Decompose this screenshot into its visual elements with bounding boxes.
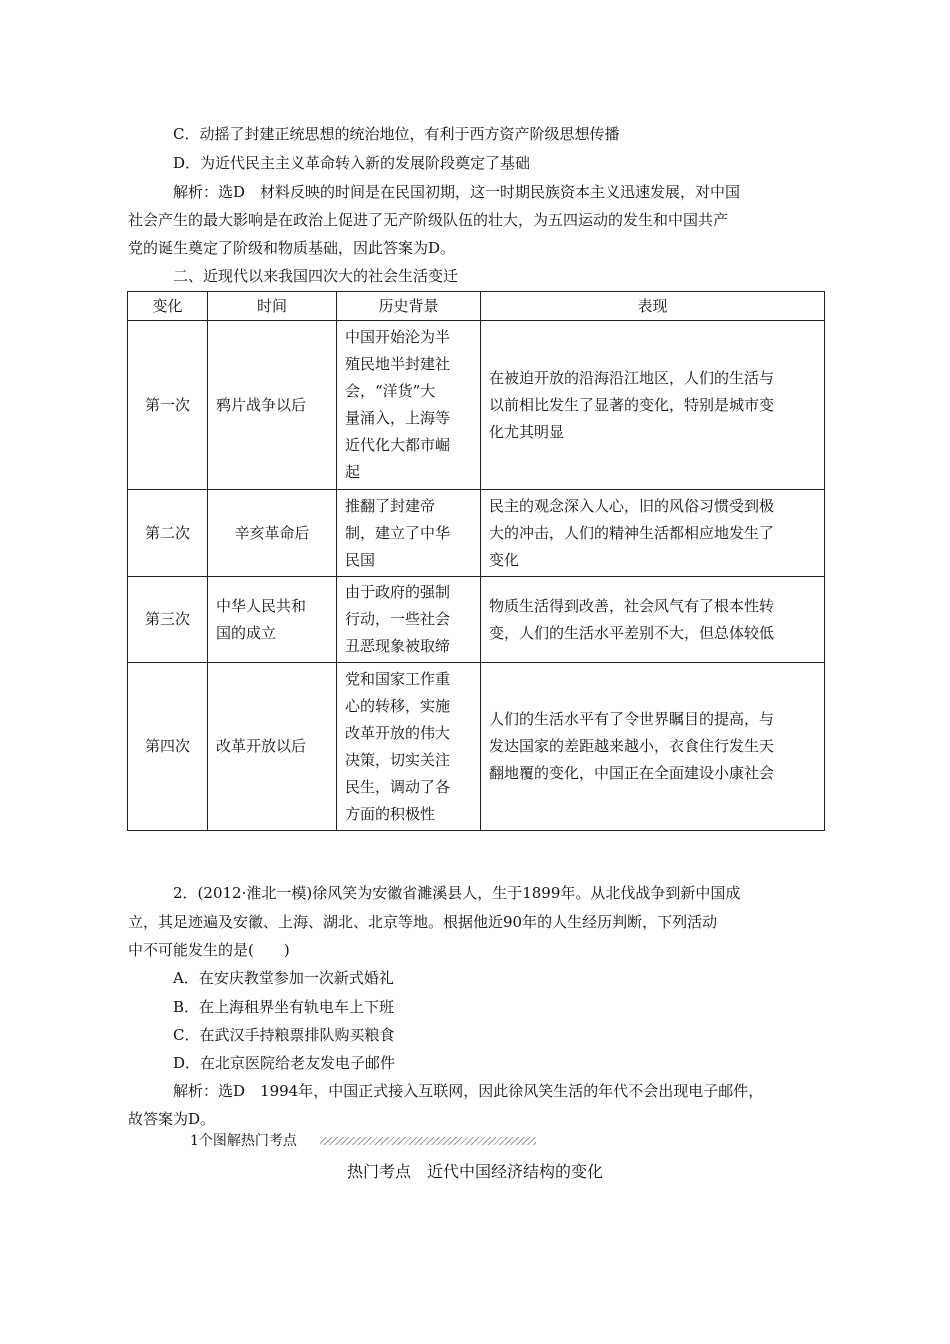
cell-change: 第一次 [128, 321, 208, 490]
analysis-1-line-2: 社会产生的最大影响是在政治上促进了无产阶级队伍的壮大，为五四运动的发生和中国共产 [128, 211, 729, 229]
option-c-top: C．动摇了封建正统思想的统治地位，有利于西方资产阶级思想传播 [173, 125, 620, 143]
cell-time: 辛亥革命后 [208, 490, 337, 577]
social-change-table [127, 291, 825, 831]
table-row [128, 490, 825, 577]
hatch-divider [320, 1137, 536, 1145]
cell-change: 第三次 [128, 577, 208, 663]
option-a: A．在安庆教堂参加一次新式婚礼 [173, 969, 394, 987]
cell-performance: 物质生活得到改善，社会风气有了根本性转 变，人们的生活水平差别不大，但总体较低 [481, 577, 825, 663]
analysis-2-line-2: 故答案为D。 [128, 1110, 216, 1128]
table-header-row [128, 292, 825, 321]
analysis-2-line-1: 解析：选D 1994年，中国正式接入互联网，因此徐风笑生活的年代不会出现电子邮件， [173, 1082, 764, 1100]
cell-performance: 人们的生活水平有了令世界瞩目的提高，与 发达国家的差距越来越小，衣食住行发生天 翻地覆的变化，中国正在全面建设小康社会 [481, 663, 825, 831]
cell-time: 中华人民共和 国的成立 [208, 577, 337, 663]
header-performance: 表现 [481, 292, 825, 321]
cell-background: 由于政府的强制 行动，一些社会 丑恶现象被取缔 [337, 577, 481, 663]
table-row [128, 577, 825, 663]
option-d: D．在北京医院给老友发电子邮件 [173, 1054, 396, 1072]
section-2-title: 二、近现代以来我国四次大的社会生活变迁 [173, 267, 459, 285]
header-change: 变化 [128, 292, 208, 321]
cell-time: 改革开放以后 [208, 663, 337, 831]
question-2-line-2: 立，其足迹遍及安徽、上海、湖北、北京等地。根据他近90年的人生经历判断，下列活动 [128, 913, 718, 931]
cell-background: 推翻了封建帝 制，建立了中华 民国 [337, 490, 481, 577]
cell-background: 党和国家工作重 心的转移，实施 改革开放的伟大 决策，切实关注 民生，调动了各 方面的积极性 [337, 663, 481, 831]
question-2-line-1: 2．(2012·淮北一模)徐风笑为安徽省濉溪县人，生于1899年。从北伐战争到新中国成 [173, 884, 741, 902]
header-background: 历史背景 [337, 292, 481, 321]
cell-change: 第二次 [128, 490, 208, 577]
analysis-1-line-3: 党的诞生奠定了阶级和物质基础，因此答案为D。 [128, 239, 456, 257]
analysis-1-line-1: 解析：选D 材料反映的时间是在民国初期，这一时期民族资本主义迅速发展，对中国 [173, 183, 741, 201]
question-2-line-3: 中不可能发生的是( ) [128, 941, 290, 959]
header-time: 时间 [208, 292, 337, 321]
cell-time: 鸦片战争以后 [208, 321, 337, 490]
hot-topic-label: 1个图解热门考点 [190, 1133, 297, 1149]
cell-change: 第四次 [128, 663, 208, 831]
cell-background: 中国开始沦为半 殖民地半封建社 会，“洋货”大 量涌入，上海等 近代化大都市崛 起 [337, 321, 481, 490]
table-row [128, 321, 825, 490]
option-c: C．在武汉手持粮票排队购买粮食 [173, 1026, 395, 1044]
cell-performance: 在被迫开放的沿海沿江地区，人们的生活与 以前相比发生了显著的变化，特别是城市变 化尤其明显 [481, 321, 825, 490]
option-b: B．在上海租界坐有轨电车上下班 [173, 998, 395, 1016]
cell-performance: 民主的观念深入人心，旧的风俗习惯受到极 大的冲击，人们的精神生活都相应地发生了 变化 [481, 490, 825, 577]
option-d-top: D．为近代民主主义革命转入新的发展阶段奠定了基础 [173, 154, 531, 172]
table-row [128, 663, 825, 831]
hot-topic-title: 热门考点 近代中国经济结构的变化 [346, 1162, 603, 1181]
